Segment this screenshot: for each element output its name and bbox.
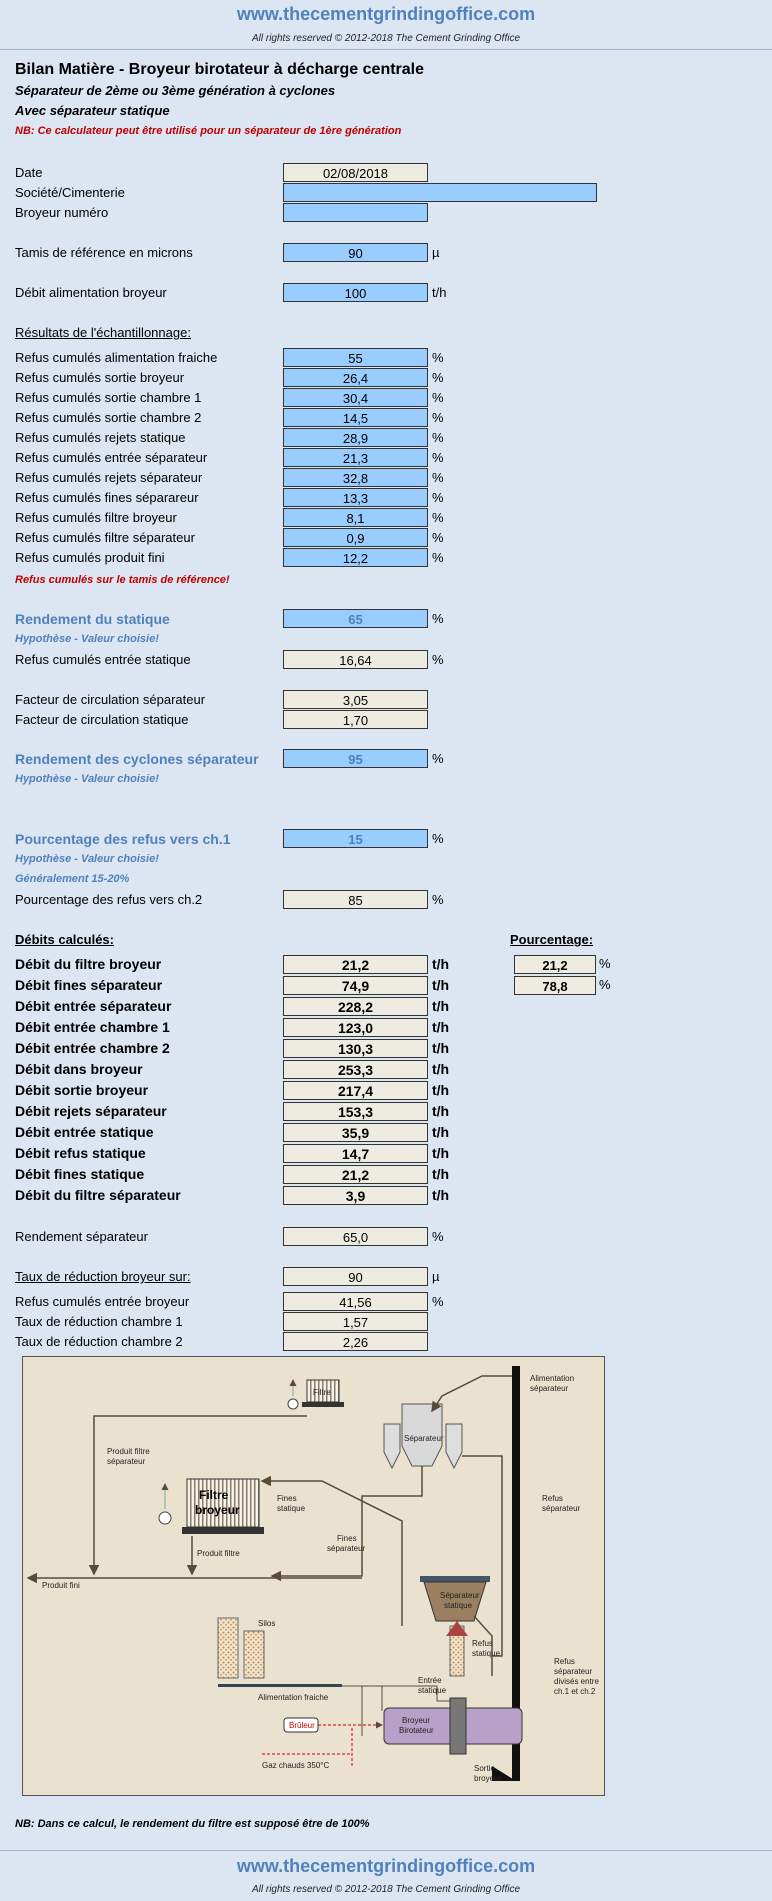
sampling-label: Refus cumulés sortie chambre 2 — [15, 410, 202, 425]
reduction-ch2-value: 2,26 — [283, 1332, 428, 1351]
label-fines-sep-1: Fines — [337, 1534, 357, 1543]
flow-value: 228,2 — [283, 997, 428, 1016]
circ-stat-label: Facteur de circulation statique — [15, 712, 189, 727]
sampling-input[interactable]: 21,3 — [283, 448, 428, 467]
flow-unit: t/h — [432, 956, 450, 972]
label-pfs-2: séparateur — [107, 1457, 146, 1466]
reduction-entry-value: 41,56 — [283, 1292, 428, 1311]
sampling-input[interactable]: 55 — [283, 348, 428, 367]
flow-label: Débit rejets séparateur — [15, 1103, 167, 1119]
static-eff-input[interactable]: 65 — [283, 609, 428, 628]
circ-sep-label: Facteur de circulation séparateur — [15, 692, 206, 707]
reject-ch2-value: 85 — [283, 890, 428, 909]
sampling-unit: % — [432, 350, 444, 365]
date-field[interactable]: 02/08/2018 — [283, 163, 428, 182]
flow-pct: 21,2 — [514, 955, 596, 974]
label-refus-sep-1: Refus — [542, 1494, 563, 1503]
sampling-unit: % — [432, 450, 444, 465]
date-label: Date — [15, 165, 43, 180]
label-fines-statique-1: Fines — [277, 1494, 297, 1503]
static-entry-value: 16,64 — [283, 650, 428, 669]
sampling-label: Refus cumulés produit fini — [15, 550, 165, 565]
flow-label: Débit dans broyeur — [15, 1061, 143, 1077]
divider-bottom — [0, 1850, 772, 1851]
label-produit-fini: Produit fini — [42, 1581, 80, 1590]
flow-value: 153,3 — [283, 1102, 428, 1121]
label-broyeur-2: Birotateur — [399, 1726, 434, 1735]
sampling-title: Résultats de l'échantillonnage: — [15, 325, 191, 340]
flow-label: Débit sortie broyeur — [15, 1082, 149, 1098]
flow-value: 253,3 — [283, 1060, 428, 1079]
static-eff-label: Rendement du statique — [15, 611, 170, 627]
label-alim-sep-2: séparateur — [530, 1384, 569, 1393]
flow-label: Débit fines séparateur — [15, 977, 163, 993]
flow-unit: t/h — [432, 1166, 450, 1182]
silo-1-shape — [218, 1618, 238, 1678]
feed-unit: t/h — [432, 285, 447, 300]
sep-eff-unit: % — [432, 1229, 444, 1244]
flow-unit: t/h — [432, 977, 450, 993]
sampling-input[interactable]: 0,9 — [283, 528, 428, 547]
flow-value: 21,2 — [283, 955, 428, 974]
sampling-label: Refus cumulés rejets séparateur — [15, 470, 203, 485]
sampling-label: Refus cumulés filtre broyeur — [15, 510, 177, 525]
sieve-input[interactable]: 90 — [283, 243, 428, 262]
divider-top — [0, 49, 772, 50]
sampling-unit: % — [432, 470, 444, 485]
static-eff-hyp: Hypothèse - Valeur choisie! — [15, 633, 159, 645]
sep-eff-label: Rendement séparateur — [15, 1229, 148, 1244]
note-bottom: NB: Dans ce calcul, le rendement du filtre est supposé être de 100% — [15, 1818, 370, 1830]
pct-title: Pourcentage: — [510, 932, 594, 947]
fan-mill-shape — [159, 1512, 171, 1524]
flow-unit: t/h — [432, 1124, 450, 1140]
label-refus-div-2: séparateur — [554, 1667, 593, 1676]
note-top: NB: Ce calculateur peut être utilisé pour un séparateur de 1ère génération — [15, 125, 402, 137]
flow-label: Débit entrée chambre 2 — [15, 1040, 170, 1056]
label-bruleur: Brûleur — [289, 1721, 315, 1730]
static-entry-unit: % — [432, 652, 444, 667]
label-filtre-broyeur-2: broyeur — [195, 1503, 240, 1517]
sampling-input[interactable]: 8,1 — [283, 508, 428, 527]
feed-belt-shape — [218, 1684, 342, 1687]
sampling-input[interactable]: 26,4 — [283, 368, 428, 387]
reduction-value: 90 — [283, 1267, 428, 1286]
sampling-input[interactable]: 28,9 — [283, 428, 428, 447]
feed-label: Débit alimentation broyeur — [15, 285, 167, 300]
flow-value: 14,7 — [283, 1144, 428, 1163]
label-alim-fraiche: Alimentation fraiche — [258, 1693, 329, 1702]
circ-sep-value: 3,05 — [283, 690, 428, 709]
cyclones-label: Rendement des cyclones séparateur — [15, 751, 259, 767]
label-filtre-broyeur-1: Filtre — [199, 1488, 229, 1502]
label-refus-div-3: divisés entre — [554, 1677, 599, 1686]
flow-pct-unit: % — [599, 977, 611, 992]
flow-label: Débit du filtre séparateur — [15, 1187, 181, 1203]
cyclones-unit: % — [432, 751, 444, 766]
sampling-unit: % — [432, 510, 444, 525]
flow-unit: t/h — [432, 1145, 450, 1161]
reduction-ch2-label: Taux de réduction chambre 2 — [15, 1334, 183, 1349]
label-refus-div-1: Refus — [554, 1657, 575, 1666]
label-sortie-2: broyeur — [474, 1774, 502, 1783]
mill-center-discharge-shape — [450, 1698, 466, 1754]
reject-ch1-unit: % — [432, 831, 444, 846]
sampling-unit: % — [432, 430, 444, 445]
reduction-entry-unit: % — [432, 1294, 444, 1309]
flow-unit: t/h — [432, 1019, 450, 1035]
reject-ch2-label: Pourcentage des refus vers ch.2 — [15, 892, 203, 907]
flow-label: Débit entrée séparateur — [15, 998, 172, 1014]
sampling-input[interactable]: 32,8 — [283, 468, 428, 487]
sampling-input[interactable]: 30,4 — [283, 388, 428, 407]
sampling-unit: % — [432, 370, 444, 385]
reduction-ch1-label: Taux de réduction chambre 1 — [15, 1314, 183, 1329]
flow-unit: t/h — [432, 1082, 450, 1098]
process-flow-diagram — [22, 1356, 605, 1796]
flow-value: 21,2 — [283, 1165, 428, 1184]
label-filtre: Filtre — [313, 1388, 331, 1397]
flow-label: Débit refus statique — [15, 1145, 146, 1161]
label-sep-stat-2: statique — [444, 1601, 473, 1610]
rights-bottom: All rights reserved © 2012-2018 The Cement Grinding Office — [251, 1884, 521, 1895]
flow-unit: t/h — [432, 1061, 450, 1077]
static-sep-top-shape — [420, 1576, 490, 1582]
label-fines-statique-2: statique — [277, 1504, 306, 1513]
flow-unit: t/h — [432, 1103, 450, 1119]
label-produit-filtre: Produit filtre — [197, 1549, 240, 1558]
reduction-unit: µ — [432, 1269, 440, 1284]
flow-label: Débit entrée statique — [15, 1124, 154, 1140]
site-link-top[interactable]: www.thecementgrindingoffice.com — [236, 4, 536, 24]
feed-input[interactable]: 100 — [283, 283, 428, 302]
sampling-label: Refus cumulés alimentation fraiche — [15, 350, 218, 365]
reduction-entry-label: Refus cumulés entrée broyeur — [15, 1294, 190, 1309]
static-eff-unit: % — [432, 611, 444, 626]
reject-ch1-hyp: Hypothèse - Valeur choisie! — [15, 853, 159, 865]
label-broyeur-1: Broyeur — [402, 1716, 431, 1725]
sampling-unit: % — [432, 490, 444, 505]
subtitle-1: Séparateur de 2ème ou 3ème génération à cyclones — [15, 83, 336, 98]
flow-value: 123,0 — [283, 1018, 428, 1037]
flow-value: 74,9 — [283, 976, 428, 995]
reduction-label: Taux de réduction broyeur sur: — [15, 1269, 191, 1284]
label-refus-stat-1: Refus — [472, 1639, 493, 1648]
label-silos: Silos — [258, 1619, 276, 1628]
label-entree-stat-2: statique — [418, 1686, 447, 1695]
fan-top-shape — [288, 1399, 298, 1409]
sep-eff-value: 65,0 — [283, 1227, 428, 1246]
sampling-note: Refus cumulés sur le tamis de référence! — [15, 574, 230, 586]
label-fines-sep-2: séparateur — [327, 1544, 366, 1553]
flow-unit: t/h — [432, 998, 450, 1014]
silo-2-shape — [244, 1631, 264, 1678]
flow-label: Débit du filtre broyeur — [15, 956, 162, 972]
label-refus-sep-2: séparateur — [542, 1504, 581, 1513]
flow-value: 3,9 — [283, 1186, 428, 1205]
separator-filter-base-shape — [302, 1402, 344, 1407]
site-link-bottom[interactable]: www.thecementgrindingoffice.com — [236, 1856, 536, 1876]
mill-label: Broyeur numéro — [15, 205, 109, 220]
reject-ch1-input[interactable]: 15 — [283, 829, 428, 848]
label-refus-div-4: ch.1 et ch.2 — [554, 1687, 596, 1696]
rights-top: All rights reserved © 2012-2018 The Cement Grinding Office — [251, 33, 521, 44]
reject-ch2-unit: % — [432, 892, 444, 907]
sampling-label: Refus cumulés fines séparareur — [15, 490, 199, 505]
sampling-input[interactable]: 14,5 — [283, 408, 428, 427]
sampling-unit: % — [432, 530, 444, 545]
sampling-input[interactable]: 12,2 — [283, 548, 428, 567]
sampling-input[interactable]: 13,3 — [283, 488, 428, 507]
mill-field[interactable] — [283, 203, 428, 222]
subtitle-2: Avec séparateur statique — [15, 103, 170, 118]
label-gaz-chauds: Gaz chauds 350°C — [262, 1761, 330, 1770]
company-label: Société/Cimenterie — [15, 185, 125, 200]
flow-value: 217,4 — [283, 1081, 428, 1100]
sampling-unit: % — [432, 550, 444, 565]
label-pfs-1: Produit filtre — [107, 1447, 150, 1456]
flow-label: Débit fines statique — [15, 1166, 145, 1182]
sampling-label: Refus cumulés filtre séparateur — [15, 530, 195, 545]
mill-filter-base-shape — [182, 1527, 264, 1534]
sampling-unit: % — [432, 390, 444, 405]
label-refus-stat-2: statique — [472, 1649, 501, 1658]
sampling-label: Refus cumulés sortie broyeur — [15, 370, 185, 385]
flow-pct-unit: % — [599, 956, 611, 971]
label-sortie-1: Sortie — [474, 1764, 495, 1773]
sieve-unit: µ — [432, 245, 440, 260]
label-entree-stat-1: Entrée — [418, 1676, 442, 1685]
cyclones-hyp: Hypothèse - Valeur choisie! — [15, 773, 159, 785]
sampling-unit: % — [432, 410, 444, 425]
label-sep-stat-1: Séparateur — [440, 1591, 480, 1600]
flow-value: 130,3 — [283, 1039, 428, 1058]
reject-ch1-label: Pourcentage des refus vers ch.1 — [15, 831, 231, 847]
company-field[interactable] — [283, 183, 597, 202]
page-title: Bilan Matière - Broyeur birotateur à décharge centrale — [15, 61, 425, 78]
flow-label: Débit entrée chambre 1 — [15, 1019, 170, 1035]
sampling-label: Refus cumulés rejets statique — [15, 430, 186, 445]
reject-ch1-hint: Généralement 15-20% — [15, 873, 130, 885]
label-separateur: Séparateur — [404, 1434, 444, 1443]
sampling-label: Refus cumulés sortie chambre 1 — [15, 390, 202, 405]
circ-stat-value: 1,70 — [283, 710, 428, 729]
reduction-ch1-value: 1,57 — [283, 1312, 428, 1331]
flow-value: 35,9 — [283, 1123, 428, 1142]
flow-pct: 78,8 — [514, 976, 596, 995]
flow-unit: t/h — [432, 1040, 450, 1056]
label-alim-sep-1: Alimentation — [530, 1374, 575, 1383]
cyclones-input[interactable]: 95 — [283, 749, 428, 768]
static-entry-label: Refus cumulés entrée statique — [15, 652, 191, 667]
flow-unit: t/h — [432, 1187, 450, 1203]
flows-title: Débits calculés: — [15, 932, 114, 947]
sampling-label: Refus cumulés entrée séparateur — [15, 450, 208, 465]
sieve-label: Tamis de référence en microns — [15, 245, 193, 260]
